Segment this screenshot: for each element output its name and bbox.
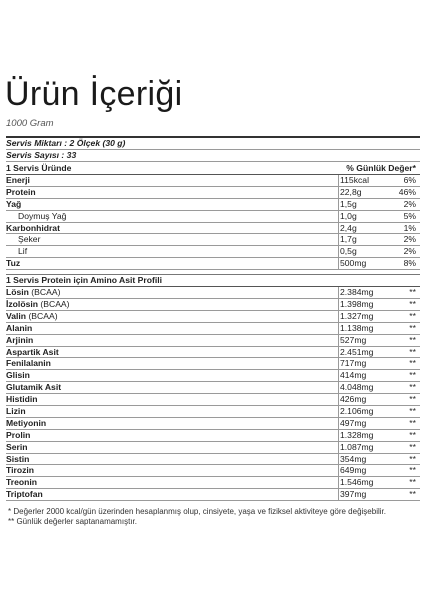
row-value: 2.106mg xyxy=(340,406,374,417)
row-value: 527mg xyxy=(340,334,367,345)
row-label-group xyxy=(6,258,20,269)
amino-row xyxy=(6,454,420,466)
daily-value-heading: % Günlük Değer* xyxy=(346,163,416,173)
row-daily-value: ** xyxy=(409,299,416,310)
amino-row xyxy=(6,477,420,489)
row-daily-value: 8% xyxy=(403,258,416,269)
column-divider xyxy=(338,187,339,199)
row-label: Lösin xyxy=(6,287,29,298)
column-divider xyxy=(338,406,339,418)
column-divider xyxy=(338,370,339,382)
column-divider xyxy=(338,234,339,246)
row-daily-value: 2% xyxy=(403,234,416,245)
column-divider xyxy=(338,394,339,406)
row-label-group xyxy=(6,347,59,358)
row-label-group xyxy=(6,382,61,393)
row-daily-value: ** xyxy=(409,287,416,298)
row-daily-value: 46% xyxy=(398,186,416,197)
footnote-daily-values: * Değerler 2000 kcal/gün üzerinden hesaplanmış olup, cinsiyete, yaşa ve fiziksel aktiviteye göre değişebilir. xyxy=(8,507,386,517)
row-label: Yağ xyxy=(6,198,22,209)
column-divider xyxy=(338,175,339,187)
column-divider xyxy=(338,454,339,466)
row-value: 1.327mg xyxy=(340,310,374,321)
row-daily-value: ** xyxy=(409,441,416,452)
row-label-group xyxy=(6,187,36,198)
row-label-group xyxy=(6,199,21,210)
row-value: 2.384mg xyxy=(340,287,374,298)
row-label: Karbonhidrat xyxy=(6,222,60,233)
row-label: Glutamik Asit xyxy=(6,382,62,393)
row-value: 717mg xyxy=(340,358,367,369)
row-label: Lif xyxy=(18,246,28,257)
row-label-group xyxy=(6,442,28,453)
row-value: 1.398mg xyxy=(340,299,374,310)
column-divider xyxy=(338,211,339,223)
row-label-group xyxy=(6,430,30,441)
row-label-group xyxy=(6,246,27,257)
row-label: Valin xyxy=(6,310,27,321)
amino-row xyxy=(6,299,420,311)
column-divider xyxy=(338,311,339,323)
amino-row xyxy=(6,394,420,406)
nutrition-rows xyxy=(6,175,420,270)
row-label-group xyxy=(6,465,34,476)
row-label: Glisin xyxy=(6,370,30,381)
row-value: 1.138mg xyxy=(340,322,374,333)
column-divider xyxy=(338,323,339,335)
row-value: 354mg xyxy=(340,453,367,464)
row-value: 497mg xyxy=(340,417,367,428)
row-daily-value: 2% xyxy=(403,246,416,257)
row-value: 2,4g xyxy=(340,222,357,233)
row-daily-value: ** xyxy=(409,334,416,345)
column-divider xyxy=(338,246,339,258)
row-label-group xyxy=(6,454,29,465)
amino-row xyxy=(6,323,420,335)
nutrition-row xyxy=(6,175,420,187)
amino-row xyxy=(6,287,420,299)
column-divider xyxy=(338,335,339,347)
row-label-group xyxy=(6,211,66,222)
row-value: 22,8g xyxy=(340,186,362,197)
amino-row xyxy=(6,382,420,394)
nutrition-row xyxy=(6,246,420,258)
amino-row xyxy=(6,347,420,359)
row-value: 2.451mg xyxy=(340,346,374,357)
row-note: (BCAA) xyxy=(28,287,61,298)
column-divider xyxy=(338,199,339,211)
column-divider xyxy=(338,489,339,501)
row-daily-value: ** xyxy=(409,394,416,405)
serving-size: Servis Miktarı : 2 Ölçek (30 g) xyxy=(6,138,420,150)
footnote-not-determined: ** Günlük değerler saptanamamıştır. xyxy=(8,517,137,527)
serving-count: Servis Sayısı : 33 xyxy=(6,150,420,162)
row-value: 1.328mg xyxy=(340,429,374,440)
row-label-group xyxy=(6,175,30,186)
row-label-group xyxy=(6,323,32,334)
row-label: Fenilalanin xyxy=(6,358,51,369)
row-label-group xyxy=(6,223,60,234)
column-divider xyxy=(338,442,339,454)
row-value: 4.048mg xyxy=(340,382,374,393)
row-daily-value: ** xyxy=(409,477,416,488)
row-label-group xyxy=(6,311,58,322)
row-daily-value: 6% xyxy=(403,175,416,185)
row-daily-value: ** xyxy=(409,406,416,417)
row-label-group xyxy=(6,394,38,405)
row-daily-value: ** xyxy=(409,370,416,381)
nutrition-row xyxy=(6,223,420,235)
row-daily-value: ** xyxy=(409,358,416,369)
row-label-group xyxy=(6,287,60,298)
row-value: 1,5g xyxy=(340,198,357,209)
column-divider xyxy=(338,223,339,235)
row-value: 500mg xyxy=(340,258,367,269)
row-label-group xyxy=(6,335,33,346)
row-value: 1,7g xyxy=(340,234,357,245)
nutrition-row xyxy=(6,258,420,270)
row-label: Treonin xyxy=(6,477,38,488)
row-value: 649mg xyxy=(340,465,367,476)
column-divider xyxy=(338,299,339,311)
row-value: 397mg xyxy=(340,489,367,500)
row-daily-value: ** xyxy=(409,382,416,393)
nutrition-row xyxy=(6,187,420,199)
row-value: 426mg xyxy=(340,394,367,405)
row-daily-value: 1% xyxy=(403,222,416,233)
row-note: (BCAA) xyxy=(38,299,70,310)
row-daily-value: 5% xyxy=(403,210,416,221)
row-label-group xyxy=(6,370,30,381)
column-divider xyxy=(338,347,339,359)
row-daily-value: ** xyxy=(409,465,416,476)
column-divider xyxy=(338,418,339,430)
row-value: 414mg xyxy=(340,370,367,381)
column-divider xyxy=(338,382,339,394)
row-daily-value: 2% xyxy=(403,198,416,209)
amino-rows xyxy=(6,287,420,501)
nutrition-row xyxy=(6,234,420,246)
row-daily-value: ** xyxy=(409,417,416,428)
amino-row xyxy=(6,465,420,477)
amino-row xyxy=(6,418,420,430)
amino-heading: 1 Servis Protein için Amino Asit Profili xyxy=(6,275,420,287)
footnotes xyxy=(6,507,420,527)
row-label-group xyxy=(6,406,26,417)
column-divider xyxy=(338,358,339,370)
row-label-group xyxy=(6,489,43,500)
column-divider xyxy=(338,477,339,489)
row-label: Histidin xyxy=(6,394,38,405)
column-divider xyxy=(338,430,339,442)
row-label: Tuz xyxy=(6,258,21,269)
nutrition-row xyxy=(6,199,420,211)
row-value: 0,5g xyxy=(340,246,357,257)
row-label: Aspartik Asit xyxy=(6,346,59,357)
weight-subtitle: 1000 Gram xyxy=(6,118,54,129)
row-label: Doymuş Yağ xyxy=(18,210,67,221)
row-daily-value: ** xyxy=(409,310,416,321)
row-daily-value: ** xyxy=(409,322,416,333)
amino-row xyxy=(6,311,420,323)
row-label: Sistin xyxy=(6,453,30,464)
amino-row xyxy=(6,370,420,382)
row-label: Prolin xyxy=(6,429,31,440)
amino-row xyxy=(6,335,420,347)
amino-row xyxy=(6,358,420,370)
row-label-group xyxy=(6,234,40,245)
nutrition-facts-panel xyxy=(6,136,420,527)
row-label: Protein xyxy=(6,186,36,197)
row-value: 1.087mg xyxy=(340,441,374,452)
nutrition-heading: 1 Servis Üründe xyxy=(6,163,72,173)
row-label: Enerji xyxy=(6,175,30,185)
row-daily-value: ** xyxy=(409,453,416,464)
row-label: İzolösin xyxy=(6,299,38,310)
page-title: Ürün İçeriği xyxy=(5,75,183,113)
row-label: Alanin xyxy=(6,322,33,333)
amino-row xyxy=(6,442,420,454)
row-note: (BCAA) xyxy=(26,310,58,321)
column-divider xyxy=(338,465,339,477)
row-daily-value: ** xyxy=(409,429,416,440)
row-value: 1.546mg xyxy=(340,477,374,488)
nutrition-row xyxy=(6,211,420,223)
row-label: Tirozin xyxy=(6,465,35,476)
column-divider xyxy=(338,258,339,270)
nutrition-header xyxy=(6,162,420,175)
row-label-group xyxy=(6,358,51,369)
row-label: Serin xyxy=(6,441,28,452)
row-label-group xyxy=(6,477,37,488)
row-label: Lizin xyxy=(6,406,26,417)
row-value: 115kcal xyxy=(340,175,369,185)
row-label: Şeker xyxy=(18,234,41,245)
row-value: 1,0g xyxy=(340,210,357,221)
row-label: Triptofan xyxy=(6,489,43,500)
row-daily-value: ** xyxy=(409,346,416,357)
amino-row xyxy=(6,430,420,442)
amino-row xyxy=(6,489,420,501)
row-label-group xyxy=(6,418,46,429)
row-label: Metiyonin xyxy=(6,417,47,428)
amino-row xyxy=(6,406,420,418)
row-label-group xyxy=(6,299,70,310)
row-daily-value: ** xyxy=(409,489,416,500)
row-label: Arjinin xyxy=(6,334,34,345)
column-divider xyxy=(338,287,339,299)
